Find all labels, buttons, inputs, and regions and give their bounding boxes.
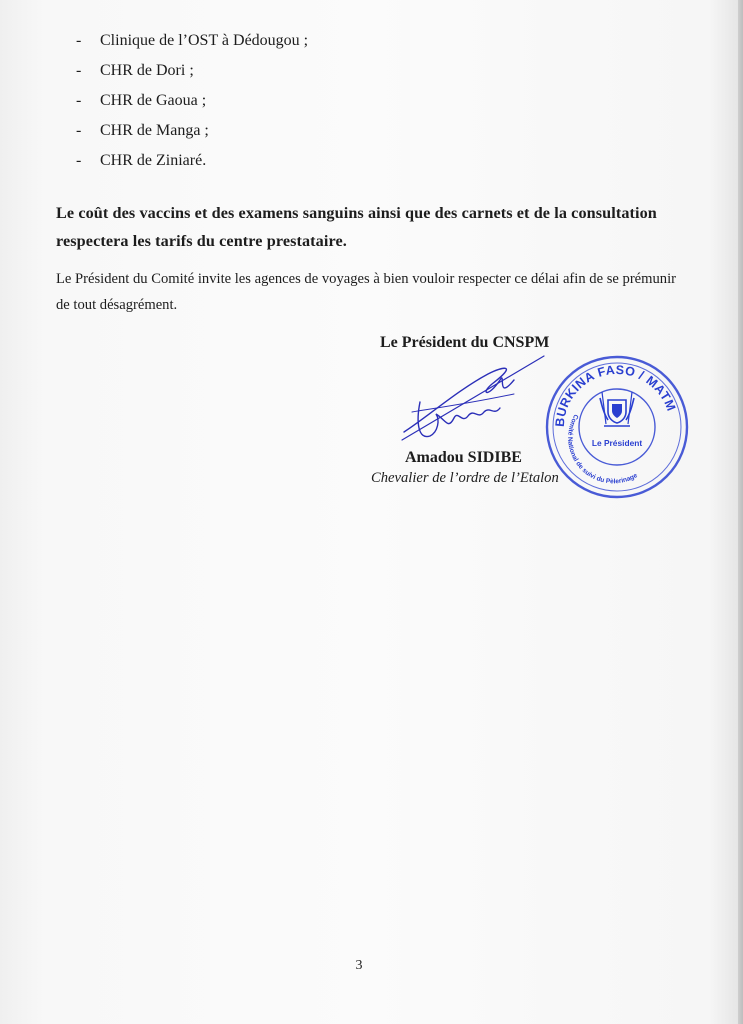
official-stamp [542,352,692,502]
list-item [76,116,308,146]
signatory-distinction: Chevalier de l’ordre de l’Etalon [371,470,559,486]
list-item-label: CHR de Dori ; [100,62,194,79]
page-number: 3 [355,958,363,973]
list-bullet: - [76,122,82,139]
list-item [76,146,308,176]
list-bullet: - [76,92,82,109]
health-centre-list [76,26,308,176]
page-edge-shadow [738,0,743,1024]
list-item [76,56,308,86]
list-bullet: - [76,32,82,49]
stamp-center-text: Le Président [591,438,643,448]
list-item-label: CHR de Ziniaré. [100,152,207,169]
list-item-label: Clinique de l’OST à Dédougou ; [100,32,309,49]
pricing-notice: Le coût des vaccins et des examens sanguins ainsi que des carnets et de la consultation respectera les tarifs du centre prestataire. [56,204,657,250]
invitation-paragraph: Le Président du Comité invite les agences de voyages à bien vouloir respecter ce délai afin de se prémunir de tout désagrément. [56,271,677,313]
list-bullet: - [76,62,82,79]
handwritten-signature [396,350,546,460]
list-bullet: - [76,152,82,169]
list-item-label: CHR de Gaoua ; [100,92,207,109]
list-item [76,86,308,116]
stamp-outer-text: BURKINA FASO / MATM [552,362,679,428]
list-item-label: CHR de Manga ; [100,122,209,139]
signatory-name: Amadou SIDIBE [405,449,522,466]
signatory-title: Le Président du CNSPM [380,334,550,351]
coat-of-arms-icon [600,392,634,426]
stamp-inner-text: Comité National de suivi du Pèlerinage [566,412,639,486]
list-item [76,26,308,56]
